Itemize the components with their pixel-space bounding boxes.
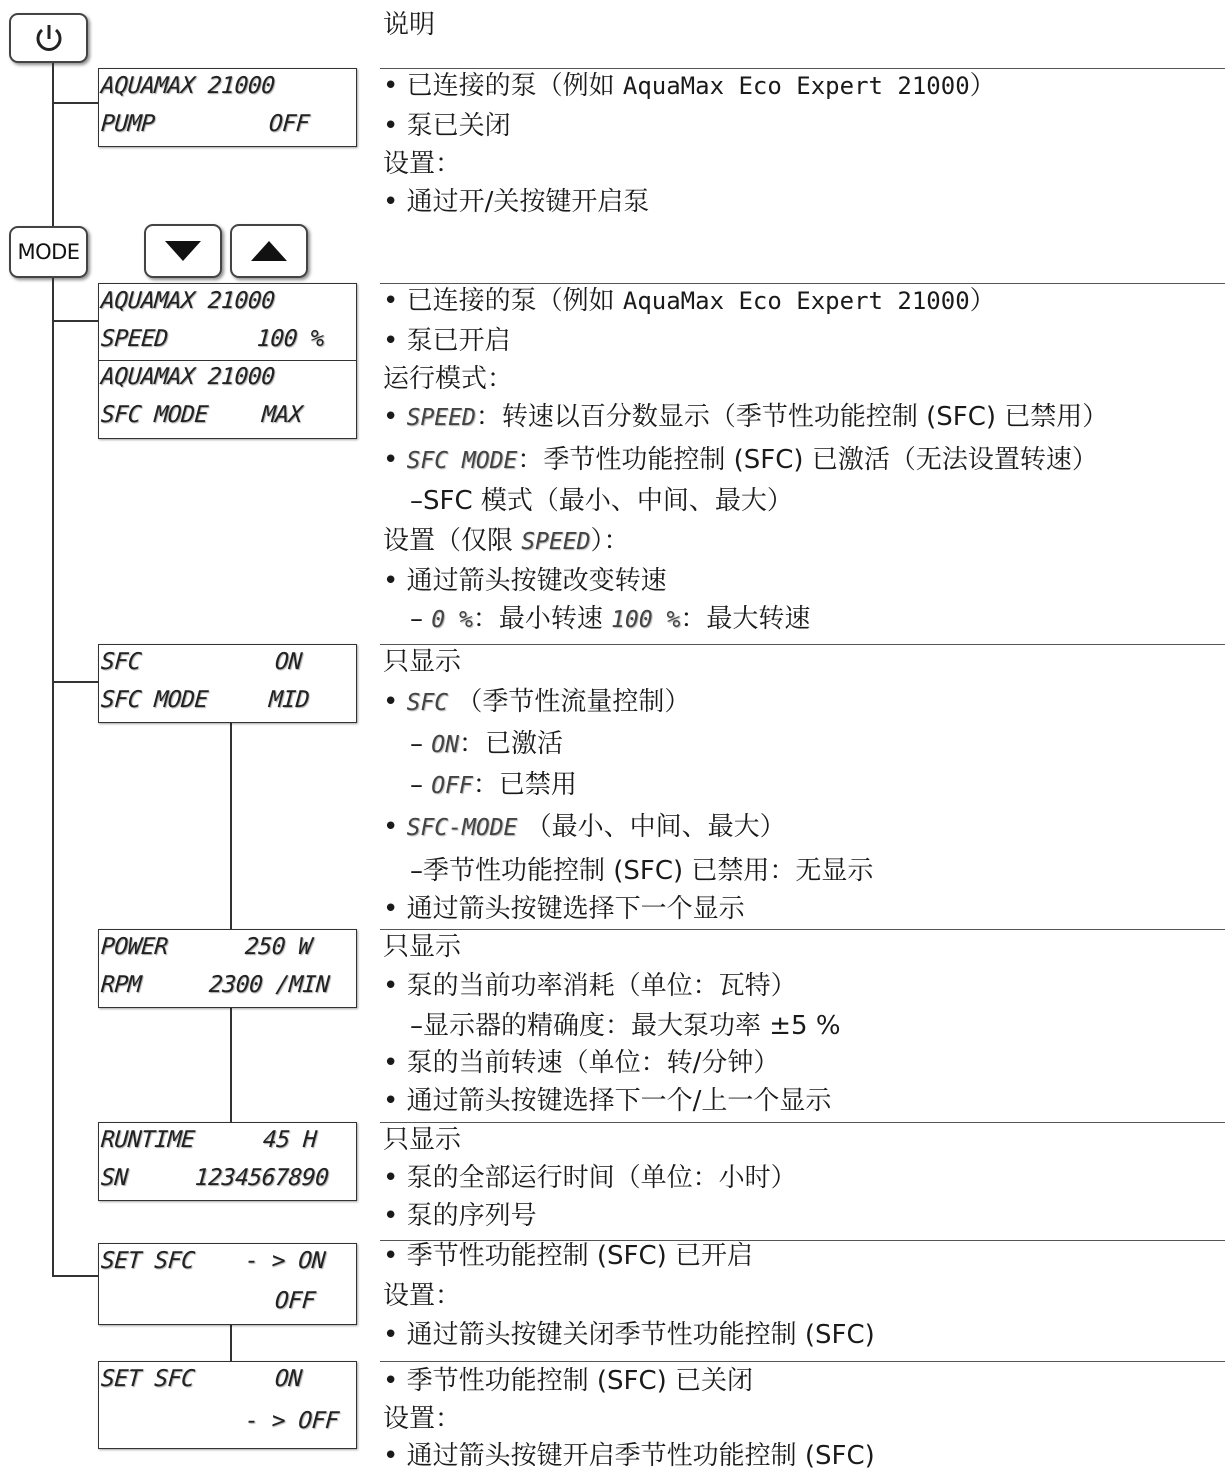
connector-line: [52, 681, 99, 683]
s2-bullet-sfc-mode: • SFC MODE：季节性功能控制 (SFC) 已激活（无法设置转速）: [383, 445, 1098, 475]
s4-sub-accuracy: –显示器的精确度：最大泵功率 ±5 %: [410, 1011, 841, 1041]
arrow-down-button[interactable]: [144, 224, 222, 278]
lcd-display-pump-off: [98, 68, 357, 147]
lcd-display-set-sfc-off: [98, 1361, 357, 1449]
s1-bullet-pump: • 已连接的泵（例如 AquaMax Eco Expert 21000）: [383, 71, 996, 101]
s3-heading: 只显示: [383, 647, 462, 677]
lcd-line2-left: SN: [100, 1165, 129, 1191]
s2-heading-mode: 运行模式：: [383, 364, 514, 394]
section-divider: [380, 68, 1225, 69]
power-button[interactable]: [9, 13, 88, 63]
lcd-line2-left: SFC MODE: [100, 687, 209, 713]
mode-button[interactable]: [9, 226, 88, 278]
connector-line: [52, 102, 99, 104]
s1-bullet-setting: • 通过开/关按键开启泵: [383, 187, 650, 217]
lcd-line2-left: PUMP: [100, 111, 156, 137]
mode-button-label: MODE: [17, 240, 80, 264]
s3-sub-no-display: –季节性功能控制 (SFC) 已禁用：无显示: [410, 856, 874, 886]
s4-bullet-power: • 泵的当前功率消耗（单位：瓦特）: [383, 971, 797, 1001]
s3-bullet-sfc-mode: • SFC-MODE （最小、中间、最大）: [383, 812, 786, 842]
s1-heading: 设置：: [383, 149, 462, 179]
lcd-line1-left: AQUAMAX 21000: [100, 364, 276, 390]
s7-bullet-status: • 季节性功能控制 (SFC) 已关闭: [383, 1366, 754, 1396]
s2-bullet-status: • 泵已开启: [383, 326, 511, 356]
lcd-line1-left: POWER: [100, 934, 169, 960]
lcd-line1-right: 45 H: [262, 1127, 318, 1153]
s3-sub-on: – ON：已激活: [410, 729, 563, 759]
lcd-line2-right: OFF: [268, 111, 310, 137]
lcd-line2-right: 100 %: [256, 326, 325, 352]
arrow-up-icon: [249, 239, 289, 263]
s2-heading-setting: 设置（仅限 SPEED）：: [383, 526, 630, 556]
s5-bullet-serial: • 泵的序列号: [383, 1201, 537, 1231]
lcd-line2-right: 2300 /MIN: [208, 972, 331, 998]
lcd-display-power: [98, 929, 357, 1008]
s3-bullet-sfc: • SFC （季节性流量控制）: [383, 687, 691, 717]
s4-heading: 只显示: [383, 932, 462, 962]
section-divider: [380, 1122, 1225, 1123]
lcd-line1-left: SET SFC: [100, 1366, 196, 1392]
section-divider: [380, 1361, 1225, 1362]
lcd-line2-right: MAX: [261, 402, 303, 428]
lcd-line2-left: RPM: [100, 972, 142, 998]
s1-bullet-status: • 泵已关闭: [383, 111, 511, 141]
lcd-line2-right: - > OFF: [244, 1408, 340, 1434]
s2-bullet-speed: • SPEED：转速以百分数显示（季节性功能控制 (SFC) 已禁用）: [383, 402, 1109, 432]
s2-sub-sfc-modes: –SFC 模式（最小、中间、最大）: [410, 486, 793, 516]
lcd-display-set-sfc-on: [98, 1243, 357, 1325]
connector-line: [230, 1006, 232, 1122]
section-divider: [380, 644, 1225, 645]
lcd-line1-left: SET SFC: [100, 1248, 196, 1274]
s4-bullet-next-prev: • 通过箭头按键选择下一个/上一个显示: [383, 1086, 832, 1116]
lcd-display-speed: [98, 283, 357, 439]
s7-heading: 设置：: [383, 1404, 462, 1434]
connector-line: [52, 320, 99, 322]
s3-sub-off: – OFF：已禁用: [410, 770, 577, 800]
lcd-line2-right: MID: [268, 687, 310, 713]
s7-bullet-setting: • 通过箭头按键开启季节性功能控制 (SFC): [383, 1441, 875, 1471]
s5-bullet-runtime: • 泵的全部运行时间（单位：小时）: [383, 1163, 797, 1193]
lcd-line1-left: RUNTIME: [100, 1127, 196, 1153]
arrow-up-button[interactable]: [230, 224, 308, 278]
lcd-line1-right: - > ON: [244, 1248, 327, 1274]
arrow-down-icon: [163, 239, 203, 263]
lcd-line1-left: AQUAMAX 21000: [100, 73, 276, 99]
connector-line: [52, 1275, 99, 1277]
lcd-line1-right: ON: [274, 1366, 303, 1392]
s2-bullet-pump: • 已连接的泵（例如 AquaMax Eco Expert 21000）: [383, 286, 996, 316]
s5-heading: 只显示: [383, 1125, 462, 1155]
lcd-line1-left: AQUAMAX 21000: [100, 288, 276, 314]
lcd-line1-right: ON: [274, 649, 303, 675]
lcd-line2-left: SPEED: [100, 326, 169, 352]
lcd-display-runtime: [98, 1122, 357, 1201]
s3-bullet-next: • 通过箭头按键选择下一个显示: [383, 894, 745, 924]
lcd-line1-right: 250 W: [244, 934, 313, 960]
lcd-divider: [99, 360, 356, 361]
s2-sub-speed-range: – 0 %：最小转速 100 %：最大转速: [410, 604, 811, 634]
connector-line: [52, 278, 54, 1276]
s6-bullet-setting: • 通过箭头按键关闭季节性功能控制 (SFC): [383, 1320, 875, 1350]
lcd-line2-left: SFC MODE: [100, 402, 209, 428]
lcd-display-sfc: [98, 644, 357, 723]
page-title: 说明: [383, 10, 436, 40]
connector-line: [230, 722, 232, 929]
connector-line: [230, 1324, 232, 1361]
connector-line: [52, 63, 54, 226]
lcd-line2-right: 1234567890: [194, 1165, 330, 1191]
lcd-line1-left: SFC: [100, 649, 142, 675]
power-icon: [32, 21, 66, 55]
section-divider: [380, 929, 1225, 930]
lcd-line2-right: OFF: [274, 1288, 316, 1314]
s4-bullet-rpm: • 泵的当前转速（单位：转/分钟）: [383, 1048, 780, 1078]
s6-bullet-status: • 季节性功能控制 (SFC) 已开启: [383, 1241, 754, 1271]
s6-heading: 设置：: [383, 1281, 462, 1311]
section-divider: [380, 283, 1225, 284]
s2-bullet-arrows: • 通过箭头按键改变转速: [383, 566, 667, 596]
